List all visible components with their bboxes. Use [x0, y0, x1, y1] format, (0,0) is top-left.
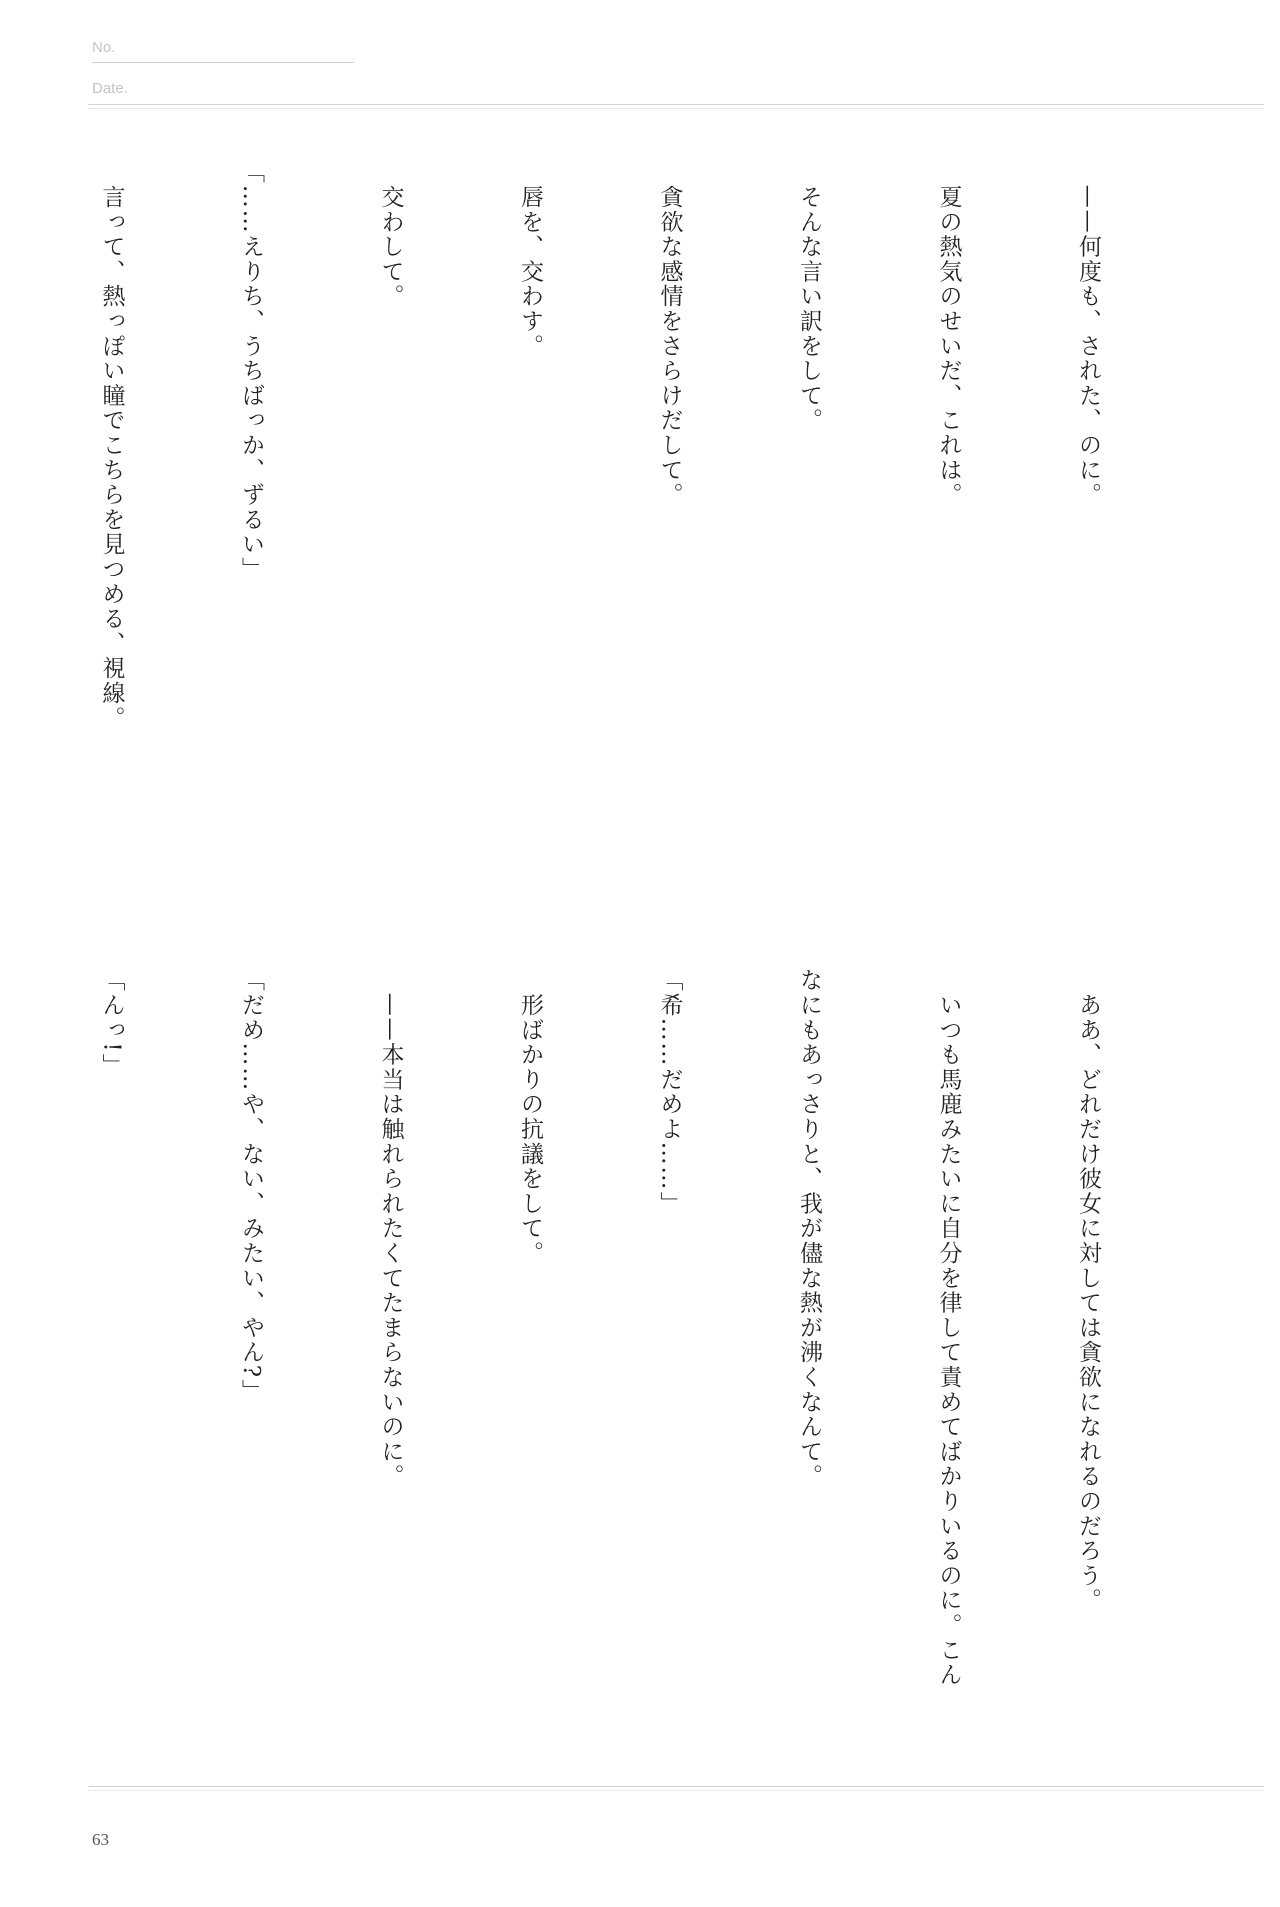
text-line: 「んっ!」: [98, 968, 125, 1079]
top-rule-dotted: [88, 108, 1264, 109]
text-line: ——何度も、された、のに。: [1075, 160, 1101, 508]
text-line: 「……えりち、うちばっか、ずるい」: [238, 160, 264, 582]
no-label: No.: [92, 39, 116, 56]
text-line: 夏の熱気のせいだ、これは。: [935, 160, 962, 508]
bottom-rule: [88, 1786, 1264, 1787]
text-line: 「だめ……や、ない、みたい、やん?」: [238, 968, 264, 1404]
no-underline: [92, 62, 354, 63]
text-line: そんな言い訳をして。: [796, 160, 822, 433]
text-line: いつも馬鹿みたいに自分を律して責めてばかりいるのに。こん: [935, 968, 962, 1688]
text-line: なにもあっさりと、我が儘な熱が沸くなんて。: [796, 968, 822, 1489]
text-line: 唇を、交わす。: [517, 160, 543, 359]
top-rule: [88, 104, 1264, 105]
text-line: 貪欲な感情をさらけだして。: [656, 160, 683, 508]
vertical-text-bottom: [98, 968, 1204, 1768]
vertical-text-top: [98, 160, 1204, 920]
text-line: 「希……だめよ……」: [656, 968, 683, 1216]
page-number: 63: [92, 1830, 109, 1849]
text-line: 言って、熱っぽい瞳でこちらを見つめる、視線。: [98, 160, 125, 731]
text-line: 交わして。: [377, 160, 404, 309]
text-line: 形ばかりの抗議をして。: [517, 968, 543, 1266]
bottom-rule-dotted: [88, 1790, 1264, 1791]
text-line: ——本当は触れられたくてたまらないのに。: [377, 968, 404, 1489]
date-label: Date.: [92, 80, 128, 97]
text-line: ああ、どれだけ彼女に対しては貪欲になれるのだろう。: [1075, 968, 1101, 1613]
